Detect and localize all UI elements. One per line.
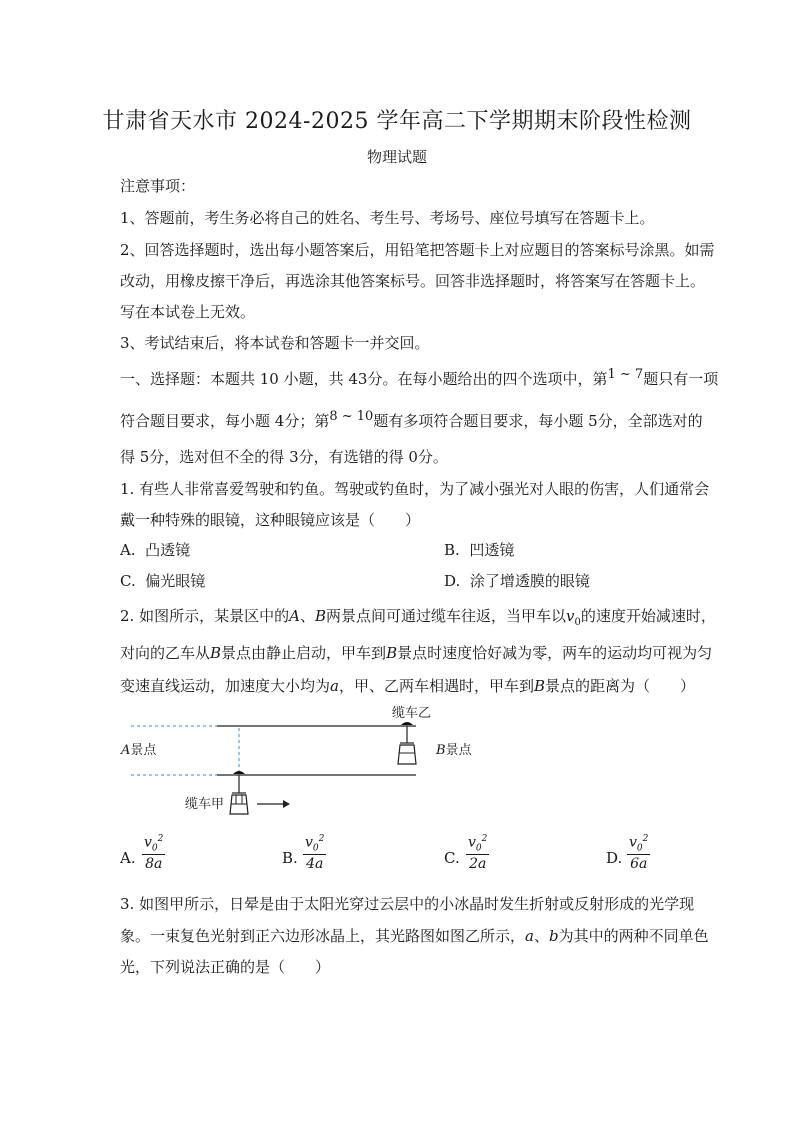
section1-line-1: 一、选择题：本题共 10 小题，共 43分。在每小题给出的四个选项中，第1 ~ 7题只有一项 <box>120 367 719 388</box>
section1-line-3: 得 5分，选对但不全的得 3分，有选错的得 0分。 <box>120 448 448 466</box>
label-cable-car-jia: 缆车甲 <box>185 797 225 812</box>
label-a-scenic-spot: A景点 <box>121 743 157 758</box>
notice-heading: 注意事项： <box>120 177 196 195</box>
notice-item-3: 3、考试结束后，将本试卷和答题卡一并交回。 <box>120 334 430 352</box>
q1-option-c: C. 偏光眼镜 <box>120 572 206 590</box>
q3-stem-line-3: 光，下列说法正确的是（ ） <box>120 958 331 976</box>
page-subtitle: 物理试题 <box>366 148 427 166</box>
q1-stem-line-1: 1. 有些人非常喜爱驾驶和钓鱼。驾驶或钓鱼时，为了减小强光对人眼的伤害，人们通常会 <box>120 480 710 498</box>
q2-option-c-fraction: $v_0^2$ 2a <box>468 834 488 873</box>
q1-option-d: D. 涂了增透膜的眼镜 <box>444 572 590 590</box>
q2-option-c-label: C. <box>444 849 460 867</box>
q2-stem-line-2: 对向的乙车从B景点由静止启动，甲车到B景点时速度恰好减为零，两车的运动均可视为匀 <box>120 644 713 662</box>
direction-arrow-icon <box>257 800 290 808</box>
q2-option-b-fraction: $v_0^2$ 4a <box>305 834 325 873</box>
cable-car-jia-icon <box>230 771 248 814</box>
q3-stem-line-2: 象。一束复色光射到正六边形冰晶上，其光路图如图乙所示，a、b为其中的两种不同单色 <box>120 927 709 945</box>
cable-car-yi-icon <box>398 722 416 764</box>
q1-stem-line-2: 戴一种特殊的眼镜，这种眼镜应该是（ ） <box>120 511 421 529</box>
section1-line-2: 符合题目要求，每小题 4分；第8 ~ 10题有多项符合题目要求，每小题 5分，全部选对的 <box>120 409 703 430</box>
range-1-7: 1 ~ 7 <box>607 367 644 382</box>
label-b-scenic-spot: B景点 <box>436 743 472 758</box>
page-title: 甘肃省天水市 2024-2025 学年高二下学期期末阶段性检测 <box>102 109 692 134</box>
notice-item-2-line-2: 改动，用橡皮擦干净后，再选涂其他答案标号。回答非选择题时，将答案写在答题卡上。 <box>120 272 706 290</box>
notice-item-2-line-1: 2、回答选择题时，选出每小题答案后，用铅笔把答题卡上对应题目的答案标号涂黑。如需 <box>120 241 715 259</box>
notice-item-1: 1、答题前，考生务必将自己的姓名、考生号、考场号、座位号填写在答题卡上。 <box>120 209 655 227</box>
label-cable-car-yi: 缆车乙 <box>392 706 432 721</box>
q2-option-a-label: A. <box>120 849 136 867</box>
q1-option-a: A. 凸透镜 <box>120 541 191 559</box>
notice-item-2-line-3: 写在本试卷上无效。 <box>120 303 256 321</box>
q1-option-b: B. 凹透镜 <box>444 541 515 559</box>
q2-stem-line-1: 2. 如图所示，某景区中的A、B两景点间可通过缆车往返，当甲车以$v_0$的速度开始减速时， <box>120 607 716 628</box>
q2-stem-line-3: 变速直线运动，加速度大小均为a，甲、乙两车相遇时，甲车到B景点的距离为（ ） <box>120 677 696 695</box>
range-8-10: 8 ~ 10 <box>329 409 374 424</box>
q2-option-a-fraction: $v_0^2$ 8a <box>144 834 164 873</box>
q2-option-d-label: D. <box>606 849 623 867</box>
q3-stem-line-1: 3. 如图甲所示，日晕是由于太阳光穿过云层中的小冰晶时发生折射或反射形成的光学现 <box>120 895 695 913</box>
q2-option-d-fraction: $v_0^2$ 6a <box>629 834 649 873</box>
q2-option-b-label: B. <box>282 849 298 867</box>
